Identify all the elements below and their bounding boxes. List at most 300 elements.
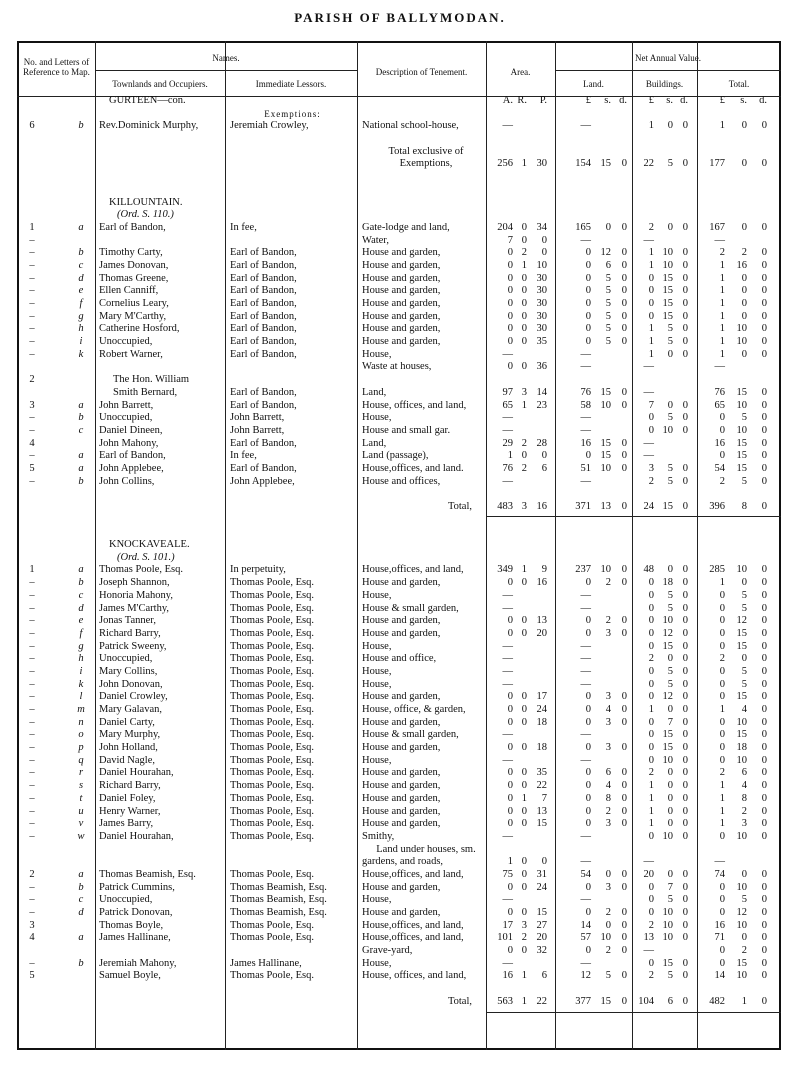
total-shillings: 0 <box>741 272 747 284</box>
ledger-row <box>17 120 781 133</box>
ledger-row <box>17 184 781 197</box>
area-acres: 349 <box>497 564 513 576</box>
ref-letter: a <box>78 399 84 411</box>
lessor: Thomas Poole, Esq. <box>230 830 314 842</box>
ledger-row <box>17 932 781 945</box>
ledger-row <box>17 463 781 476</box>
ledger-row <box>17 970 781 983</box>
total-shillings: 15 <box>736 957 747 969</box>
total-pence: 0 <box>761 615 767 627</box>
ref-letter: e <box>78 285 84 297</box>
buildings-pounds: 1 <box>648 704 654 715</box>
ledger-row <box>17 806 781 819</box>
buildings-pounds: 3 <box>648 462 654 474</box>
buildings-pence: 0 <box>682 691 688 703</box>
ledger-row <box>17 235 781 248</box>
buildings-shillings: 0 <box>667 221 673 233</box>
total-pence: 0 <box>761 399 767 411</box>
buildings-pounds: 0 <box>648 729 654 741</box>
ref-letter: b <box>78 120 84 132</box>
total-pence: 0 <box>761 221 767 233</box>
land-shillings: 5 <box>605 272 611 284</box>
land-pounds: — <box>580 729 591 741</box>
buildings-pounds: 0 <box>648 589 654 601</box>
land-pounds: 0 <box>585 691 591 703</box>
buildings-shillings: 0 <box>667 780 673 792</box>
description: House & small garden, <box>362 729 459 741</box>
area-roods: 3 <box>521 386 527 398</box>
ref-number: – <box>29 450 35 462</box>
description: Waste at houses, <box>362 361 432 373</box>
description: House, <box>362 894 392 906</box>
occupier: Mary Murphy, <box>99 729 161 741</box>
land-shillings: 5 <box>605 323 611 335</box>
buildings-shillings: 5 <box>667 970 673 982</box>
land-shillings: 5 <box>605 285 611 297</box>
land-pounds: — <box>580 234 591 246</box>
total-shillings: 5 <box>741 589 747 601</box>
land-pounds: 51 <box>580 462 591 474</box>
area-roods: 0 <box>521 285 527 297</box>
land-pounds: — <box>580 120 591 132</box>
land-pence: 0 <box>621 868 627 880</box>
total-pence: 0 <box>761 310 767 322</box>
total-pence: 0 <box>761 424 767 436</box>
lessor: Earl of Bandon, <box>230 437 297 449</box>
buildings-pence: 0 <box>682 589 688 601</box>
buildings-pounds: — <box>643 386 654 398</box>
ref-letter: u <box>78 805 84 817</box>
area-perches: 17 <box>536 691 547 703</box>
total-pence: 0 <box>761 589 767 601</box>
ledger-row <box>17 856 781 869</box>
buildings-pence: 0 <box>682 754 688 766</box>
header-land: Land. <box>583 79 604 89</box>
ref-number: – <box>29 259 35 271</box>
land-pence: d. <box>619 95 627 106</box>
total-pence: 0 <box>761 805 767 817</box>
area-roods: 3 <box>521 919 527 931</box>
total-pounds: 0 <box>719 424 725 436</box>
buildings-shillings: 18 <box>662 577 673 589</box>
total-pounds: 0 <box>719 678 725 690</box>
buildings-shillings: 5 <box>667 665 673 677</box>
ref-letter: b <box>78 475 84 487</box>
ref-number: 4 <box>29 437 35 449</box>
buildings-shillings: 0 <box>667 704 673 715</box>
lessor: Earl of Bandon, <box>230 259 297 271</box>
buildings-pence: 0 <box>682 615 688 627</box>
land-shillings: 3 <box>605 691 611 703</box>
area-acres: 204 <box>497 221 513 233</box>
lessor: Earl of Bandon, <box>230 285 297 297</box>
ledger-row <box>17 920 781 933</box>
ref-number: – <box>29 285 35 297</box>
buildings-pence: 0 <box>682 995 688 1007</box>
ledger-row <box>17 298 781 311</box>
total-shillings: 5 <box>741 894 747 906</box>
land-pence: 0 <box>621 399 627 411</box>
description: House and garden, <box>362 310 441 322</box>
total-shillings: 8 <box>741 792 747 804</box>
total-shillings: 12 <box>736 615 747 627</box>
land-shillings: 3 <box>605 627 611 639</box>
area-acres: 97 <box>502 386 513 398</box>
area-perches: P. <box>539 95 547 106</box>
area-roods: 0 <box>521 615 527 627</box>
ref-number: 1 <box>29 564 35 576</box>
buildings-shillings: 10 <box>662 259 673 271</box>
lessor: Earl of Bandon, <box>230 247 297 259</box>
buildings-shillings: 0 <box>667 805 673 817</box>
land-pence: 0 <box>621 462 627 474</box>
land-shillings: 4 <box>605 704 611 715</box>
area-perches: 10 <box>536 259 547 271</box>
total-pounds: 1 <box>719 272 725 284</box>
ledger-row <box>17 95 781 108</box>
ref-number: – <box>29 678 35 690</box>
buildings-shillings: 0 <box>667 818 673 830</box>
area-roods: 2 <box>521 247 527 259</box>
buildings-pounds: 24 <box>643 501 654 512</box>
ref-letter: g <box>78 640 84 652</box>
total-pounds: 1 <box>719 704 725 715</box>
area-acres: — <box>502 665 513 677</box>
buildings-pounds: 7 <box>648 399 654 411</box>
total-pence: 0 <box>761 640 767 652</box>
area-acres: 75 <box>502 868 513 880</box>
ref-letter: d <box>78 272 84 284</box>
occupier: James Barry, <box>99 818 154 830</box>
total-pence: 0 <box>761 259 767 271</box>
total-pence: 0 <box>761 475 767 487</box>
buildings-shillings: 0 <box>667 767 673 779</box>
total-shillings: 10 <box>736 424 747 436</box>
land-pounds: 12 <box>580 970 591 982</box>
land-pounds: 14 <box>580 919 591 931</box>
area-acres: 0 <box>507 704 513 715</box>
total-pence: 0 <box>761 158 767 170</box>
total-shillings: 15 <box>736 640 747 652</box>
description: House, <box>362 412 392 424</box>
buildings-pounds: 0 <box>648 957 654 969</box>
buildings-pounds: 2 <box>648 475 654 487</box>
occupier: The Hon. William <box>113 374 190 386</box>
description: House and garden, <box>362 247 441 259</box>
lessor: John Barrett, <box>230 412 285 424</box>
ledger-row <box>17 158 781 171</box>
buildings-shillings: 6 <box>667 995 673 1007</box>
total-shillings: 0 <box>741 285 747 297</box>
area-roods: 1 <box>521 995 527 1007</box>
total-shillings: 4 <box>741 780 747 792</box>
land-pence: 0 <box>621 437 627 449</box>
total-pence: 0 <box>761 653 767 665</box>
land-shillings: 5 <box>605 970 611 982</box>
occupier: John Mahony, <box>99 437 159 449</box>
area-acres: 1 <box>507 856 513 868</box>
ledger-row <box>17 438 781 451</box>
total-shillings: 2 <box>741 945 747 957</box>
lessor: Earl of Bandon, <box>230 386 297 398</box>
ledger-row <box>17 400 781 413</box>
description: Total exclusive of <box>388 145 464 157</box>
header-description: Description of Tenement. <box>375 67 468 77</box>
occupier: Mary M'Carthy, <box>99 310 167 322</box>
total-shillings: 0 <box>741 932 747 944</box>
description: Water, <box>362 234 390 246</box>
occupier: Daniel Carty, <box>99 716 155 728</box>
land-pounds: — <box>580 754 591 766</box>
area-roods: 2 <box>521 437 527 449</box>
occupier: Timothy Carty, <box>99 247 163 259</box>
buildings-pounds: 104 <box>638 995 654 1007</box>
total-shillings: 5 <box>741 602 747 614</box>
description: House and garden, <box>362 907 441 918</box>
ledger-row <box>17 374 781 387</box>
ledger-row <box>17 361 781 374</box>
occupier: Unoccupied, <box>99 894 153 906</box>
ref-letter: a <box>78 221 84 233</box>
area-acres: 563 <box>497 995 513 1007</box>
occupier: David Nagle, <box>99 754 155 766</box>
description: House and garden, <box>362 272 441 284</box>
ledger-row <box>17 590 781 603</box>
ref-letter: h <box>78 653 84 665</box>
total-shillings: 0 <box>741 653 747 665</box>
ref-number: – <box>29 957 35 969</box>
area-perches: 31 <box>536 868 547 880</box>
buildings-pence: 0 <box>682 336 688 348</box>
total-pence: 0 <box>761 665 767 677</box>
lessor: Thomas Poole, Esq. <box>230 742 314 754</box>
buildings-shillings: 0 <box>667 399 673 411</box>
area-perches: 15 <box>536 818 547 830</box>
header-ref: No. and Letters of Reference to Map. <box>23 57 90 77</box>
land-pence: 0 <box>621 691 627 703</box>
land-pence: 0 <box>621 386 627 398</box>
area-acres: 0 <box>507 818 513 830</box>
ledger-row <box>17 273 781 286</box>
ref-number: – <box>29 830 35 842</box>
area-acres: 0 <box>507 742 513 754</box>
total-shillings: 0 <box>741 158 747 170</box>
total-pence: 0 <box>761 412 767 424</box>
buildings-pounds: 0 <box>648 577 654 589</box>
land-pounds: — <box>580 602 591 614</box>
land-pounds: 0 <box>585 310 591 322</box>
ref-letter: a <box>78 462 84 474</box>
total-shillings: 8 <box>741 501 747 512</box>
ref-number: – <box>29 780 35 792</box>
total-pence: 0 <box>761 716 767 728</box>
buildings-shillings: 10 <box>662 247 673 259</box>
description: House & small garden, <box>362 602 459 614</box>
land-pounds: — <box>580 653 591 665</box>
ref-number: 3 <box>29 919 35 931</box>
land-shillings: 15 <box>600 158 611 170</box>
area-perches: 30 <box>536 298 547 309</box>
area-perches: 18 <box>536 742 547 754</box>
land-pence: 0 <box>621 716 627 728</box>
description: House, <box>362 348 392 360</box>
occupier: Daniel Hourahan, <box>99 830 174 842</box>
land-shillings: 15 <box>600 437 611 449</box>
ledger-row <box>17 336 781 349</box>
total-pounds: 0 <box>719 615 725 627</box>
land-pounds: 0 <box>585 818 591 830</box>
description: House,offices, and land, <box>362 868 464 880</box>
area-perches: 30 <box>536 310 547 322</box>
land-shillings: 6 <box>605 767 611 779</box>
area-acres: 0 <box>507 792 513 804</box>
land-pounds: 16 <box>580 437 591 449</box>
area-acres: 65 <box>502 399 513 411</box>
description: House, <box>362 640 392 652</box>
area-acres: — <box>502 348 513 360</box>
total-shillings: 5 <box>741 678 747 690</box>
buildings-shillings: 10 <box>662 932 673 944</box>
lessor: In fee, <box>230 450 257 462</box>
land-shillings: 2 <box>605 805 611 817</box>
total-pounds: 0 <box>719 602 725 614</box>
ref-letter: b <box>78 881 84 893</box>
area-perches: 6 <box>541 462 547 474</box>
land-pounds: £ <box>585 95 591 106</box>
total-pounds: 482 <box>709 995 725 1007</box>
area-acres: 0 <box>507 577 513 589</box>
land-shillings: s. <box>604 95 611 106</box>
total-pounds: 1 <box>719 323 725 335</box>
ref-number: 3 <box>29 399 35 411</box>
buildings-pence: 0 <box>682 729 688 741</box>
buildings-pence: 0 <box>682 272 688 284</box>
buildings-pounds: 0 <box>648 881 654 893</box>
buildings-pence: 0 <box>682 640 688 652</box>
ledger-row <box>17 983 781 996</box>
area-perches: 7 <box>541 792 547 804</box>
buildings-pounds: 1 <box>648 792 654 804</box>
total-pounds: 0 <box>719 450 725 462</box>
total-pence: 0 <box>761 792 767 804</box>
lessor: James Hallinane, <box>230 957 302 969</box>
buildings-pounds: 1 <box>648 120 654 132</box>
total-shillings: 5 <box>741 412 747 424</box>
total-pounds: 0 <box>719 589 725 601</box>
area-roods: 0 <box>521 907 527 918</box>
area-perches: 14 <box>536 386 547 398</box>
ref-number: – <box>29 653 35 665</box>
lessor: Thomas Poole, Esq. <box>230 665 314 677</box>
occupier: Patrick Sweeny, <box>99 640 167 652</box>
ref-letter: d <box>78 907 84 918</box>
occupier: KNOCKAVEALE. <box>109 539 190 551</box>
area-perches: 6 <box>541 970 547 982</box>
total-pounds: 74 <box>714 868 725 880</box>
buildings-pounds: 0 <box>648 298 654 309</box>
lessor: Thomas Poole, Esq. <box>230 589 314 601</box>
total-pounds: 0 <box>719 729 725 741</box>
header-rule <box>555 70 781 71</box>
ref-letter: k <box>78 678 84 690</box>
ledger-row <box>17 133 781 146</box>
buildings-pence: 0 <box>682 412 688 424</box>
lessor: Thomas Poole, Esq. <box>230 602 314 614</box>
total-pounds: 1 <box>719 792 725 804</box>
area-acres: 7 <box>507 234 513 246</box>
occupier: (Ord. S. 101.) <box>117 551 175 563</box>
ledger-row <box>17 311 781 324</box>
ref-letter: i <box>79 336 83 348</box>
occupier: Mary Collins, <box>99 665 158 677</box>
land-shillings: 8 <box>605 792 611 804</box>
buildings-pounds: — <box>643 945 654 957</box>
total-pence: 0 <box>761 995 767 1007</box>
land-pounds: — <box>580 348 591 360</box>
ledger-row <box>17 476 781 489</box>
occupier: Joseph Shannon, <box>99 577 170 589</box>
header-total: Total. <box>728 79 750 89</box>
area-perches: 35 <box>536 336 547 348</box>
ref-letter: e <box>78 615 84 627</box>
area-acres: 0 <box>507 336 513 348</box>
area-acres: — <box>502 120 513 132</box>
total-pence: 0 <box>761 501 767 512</box>
ref-letter: m <box>77 704 85 715</box>
land-pounds: 237 <box>575 564 591 576</box>
area-roods: 0 <box>521 450 527 462</box>
total-pounds: 0 <box>719 830 725 842</box>
total-shillings: 0 <box>741 868 747 880</box>
land-shillings: 3 <box>605 716 611 728</box>
land-shillings: 13 <box>600 501 611 512</box>
buildings-pounds: 0 <box>648 272 654 284</box>
buildings-pence: 0 <box>682 653 688 665</box>
total-pounds: 1 <box>719 805 725 817</box>
description: House, offices, and land, <box>362 970 467 982</box>
description: House and garden, <box>362 780 441 792</box>
ledger-row <box>17 209 781 222</box>
ref-letter: c <box>78 259 84 271</box>
total-pounds: 71 <box>714 932 725 944</box>
description: Land, <box>362 386 387 398</box>
total-shillings: 2 <box>741 247 747 259</box>
description: House, <box>362 665 392 677</box>
buildings-pence: 0 <box>682 907 688 918</box>
buildings-pounds: 0 <box>648 412 654 424</box>
description: Land (passage), <box>362 450 429 462</box>
ledger-row <box>17 793 781 806</box>
land-shillings: 4 <box>605 780 611 792</box>
description: House and offices, <box>362 475 441 487</box>
ref-number: – <box>29 577 35 589</box>
lessor: Earl of Bandon, <box>230 310 297 322</box>
land-pounds: 0 <box>585 285 591 297</box>
area-perches: 23 <box>536 399 547 411</box>
buildings-shillings: 0 <box>667 653 673 665</box>
buildings-pence: 0 <box>682 221 688 233</box>
area-acres: 0 <box>507 907 513 918</box>
ref-letter: b <box>78 957 84 969</box>
buildings-shillings: 0 <box>667 564 673 576</box>
land-pence: 0 <box>621 792 627 804</box>
area-acres: 17 <box>502 919 513 931</box>
buildings-pence: 0 <box>682 767 688 779</box>
buildings-pence: 0 <box>682 501 688 512</box>
total-pounds: 2 <box>719 653 725 665</box>
area-acres: 16 <box>502 970 513 982</box>
ledger-row <box>17 958 781 971</box>
